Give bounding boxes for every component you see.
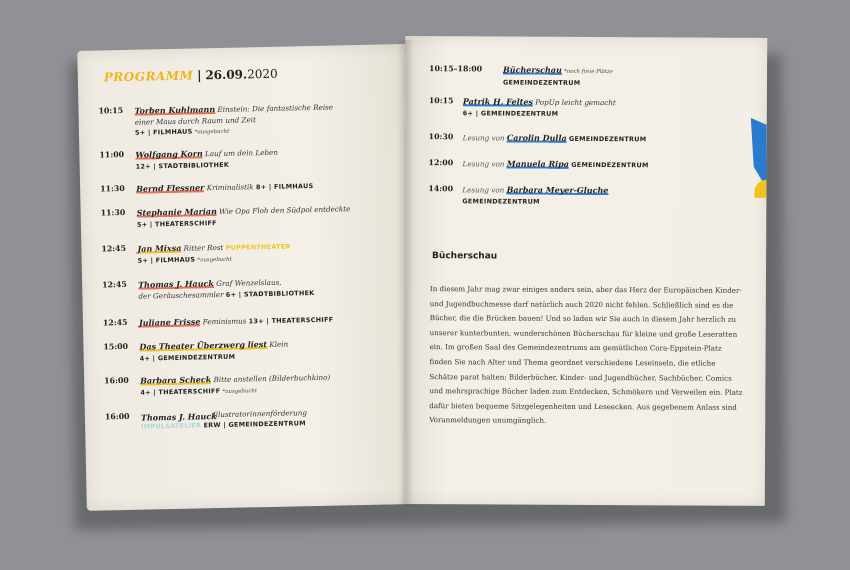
program-entry bbox=[429, 64, 729, 87]
entry-time: 16:00 bbox=[104, 411, 130, 422]
program-label: PROGRAMM bbox=[103, 68, 194, 85]
program-date: 26.09. bbox=[205, 67, 248, 83]
event-title: Wie Opa Floh den Südpol entdeckte bbox=[219, 204, 351, 216]
entry-time: 15:00 bbox=[103, 341, 129, 352]
author-name: Das Theater Überzwerg liest bbox=[139, 339, 268, 352]
program-entry bbox=[428, 158, 729, 170]
booking-note: *ausgebucht bbox=[194, 128, 230, 136]
event-title: Feminismus bbox=[202, 316, 247, 327]
event-title: Illustratorinnenförderung bbox=[212, 408, 308, 420]
entry-time: 10:15 bbox=[98, 105, 124, 116]
event-title-line2: einer Maus durch Raum und Zeit bbox=[134, 114, 257, 127]
author-name: Thomas J. Hauck bbox=[140, 410, 217, 423]
entry-time: 16:00 bbox=[104, 375, 129, 386]
event-title: Lauf um dein Leben bbox=[204, 147, 279, 159]
section-body-text: In diesem Jahr mag zwar einiges anders sein, aber das Herz der Europäischen Kinder- und Jugendbuchmesse darf natürlich auch 2020 nicht fehlen. Schließlich sind es die Bücher, die die Brücken bauen! Und so laden wir Sie auch in diesem Jahr herzlich zu unserer kunterbunten, wunderschönen Bücherschau für kleine und große Leseratten ein. Im großen Saal des Gemeindezentrums am gemütlichen Cora-Eppstein-Platz finden Sie nach Alter und Thema geordnet verschiedene Leseinseln, die etliche Schätze parat halten: Bilderbücher, Kinder- und Jugendbücher, Sachbücher, Comics und mehrsprachige Bücher laden zum Entdecken, Schmökern und Verweilen ein. Platz dafür bieten bequeme Sitzgelegenheiten und Leseecken. Aus gegebenem Anlass sind Voranmeldungen unumgänglich. bbox=[429, 284, 743, 426]
author-name: Manuela Ripa bbox=[506, 158, 570, 169]
program-entry bbox=[102, 274, 402, 301]
program-entry bbox=[104, 370, 404, 397]
program-entry bbox=[101, 238, 401, 265]
entry-time: 10:15 bbox=[428, 96, 454, 106]
event-title: Bitte anstellen (Bilderbuchkino) bbox=[213, 372, 331, 385]
venue: GEMEINDEZENTRUM bbox=[502, 78, 581, 87]
venue: 4+ | THEATERSCHIFF bbox=[140, 386, 221, 397]
booking-note: *ausgebucht bbox=[222, 387, 258, 395]
entry-time: 12:00 bbox=[428, 158, 454, 168]
event-title: Kriminalistik bbox=[206, 182, 254, 193]
format-tag: PUPPENTHEATER bbox=[225, 242, 291, 252]
event-title: Ritter Rost bbox=[183, 242, 224, 253]
program-entry bbox=[98, 100, 398, 137]
right-page bbox=[403, 36, 767, 506]
entry-time: 11:00 bbox=[99, 149, 125, 160]
author-name: Stephanie Marian bbox=[136, 206, 217, 218]
booking-note: *ausgebucht bbox=[197, 256, 232, 263]
program-entry bbox=[99, 144, 399, 171]
program-entry bbox=[428, 96, 729, 118]
venue: GEMEINDEZENTRUM bbox=[571, 160, 649, 170]
availability-note: *noch freie Plätze bbox=[564, 68, 613, 76]
venue: 6+ | GEMEINDEZENTRUM bbox=[462, 108, 559, 118]
program-entry bbox=[100, 202, 401, 229]
reading-prefix: Lesung von bbox=[462, 185, 505, 195]
program-entry bbox=[102, 312, 403, 328]
program-entry bbox=[103, 336, 403, 363]
author-name: Barbara Scheck bbox=[140, 374, 212, 386]
entry-time: 14:00 bbox=[428, 184, 454, 194]
program-entry bbox=[428, 184, 728, 206]
program-header bbox=[104, 67, 278, 85]
venue: 5+ | FILMHAUS bbox=[137, 254, 196, 265]
venue: 5+ | FILMHAUS bbox=[134, 127, 193, 137]
venue: 5+ | THEATERSCHIFF bbox=[136, 218, 217, 229]
event-title: Klein bbox=[269, 339, 289, 349]
left-page bbox=[77, 44, 415, 511]
event-title: Einstein: Die fantastische Reise bbox=[217, 102, 334, 114]
venue: 13+ | THEATERSCHIFF bbox=[248, 315, 334, 326]
venue: GEMEINDEZENTRUM bbox=[462, 196, 540, 206]
venue: 6+ | STADTBIBLIOTHEK bbox=[225, 288, 315, 299]
event-title-line2: der Geräuschesammler bbox=[138, 289, 224, 301]
entry-time: 10:30 bbox=[428, 132, 454, 142]
booklet-gutter bbox=[398, 40, 414, 506]
entry-time: 12:45 bbox=[102, 279, 127, 290]
section-heading: Bücherschau bbox=[432, 251, 498, 262]
reading-prefix: Lesung von bbox=[462, 133, 505, 143]
author-name: Torben Kuhlmann bbox=[134, 104, 216, 116]
entry-time: 10:15–18:00 bbox=[429, 64, 483, 74]
author-name: Juliane Frisse bbox=[138, 316, 201, 328]
entry-time: 12:45 bbox=[102, 317, 128, 328]
venue: 8+ | FILMHAUS bbox=[255, 182, 314, 192]
author-name: Thomas J. Hauck bbox=[138, 278, 215, 290]
author-name: Carolin Dulla bbox=[506, 132, 567, 143]
venue: 12+ | STADTBIBLIOTHEK bbox=[135, 160, 230, 171]
format-tag: IMPULSATELIER bbox=[141, 421, 202, 431]
program-entry bbox=[428, 132, 729, 144]
program-entry bbox=[104, 406, 405, 431]
event-title: PopUp leicht gemacht bbox=[535, 97, 616, 108]
venue: 4+ | GEMEINDEZENTRUM bbox=[139, 352, 236, 363]
decorative-blue-shape bbox=[750, 118, 766, 188]
entry-time: 12:45 bbox=[101, 243, 127, 254]
program-year: 2020 bbox=[246, 66, 278, 82]
event-title: Graf Wenzelslaus, bbox=[216, 277, 282, 289]
author-name: Bernd Flessner bbox=[136, 182, 205, 194]
decorative-yellow-shape bbox=[754, 180, 766, 198]
venue: GEMEINDEZENTRUM bbox=[568, 134, 647, 144]
venue: ERW | GEMEINDEZENTRUM bbox=[203, 419, 306, 430]
author-name: Wolfgang Korn bbox=[135, 148, 203, 160]
entry-time: 11:30 bbox=[100, 207, 126, 218]
header-separator: | bbox=[197, 68, 202, 83]
reading-prefix: Lesung von bbox=[462, 159, 505, 169]
entry-time: 11:30 bbox=[100, 183, 125, 194]
author-name: Patrik H. Feltes bbox=[462, 96, 533, 107]
event-name: Bücherschau bbox=[503, 64, 562, 75]
author-name: Jan Mixsa bbox=[137, 242, 182, 254]
author-name: Barbara Meyer-Gluche bbox=[506, 184, 609, 196]
program-entry bbox=[100, 178, 400, 194]
